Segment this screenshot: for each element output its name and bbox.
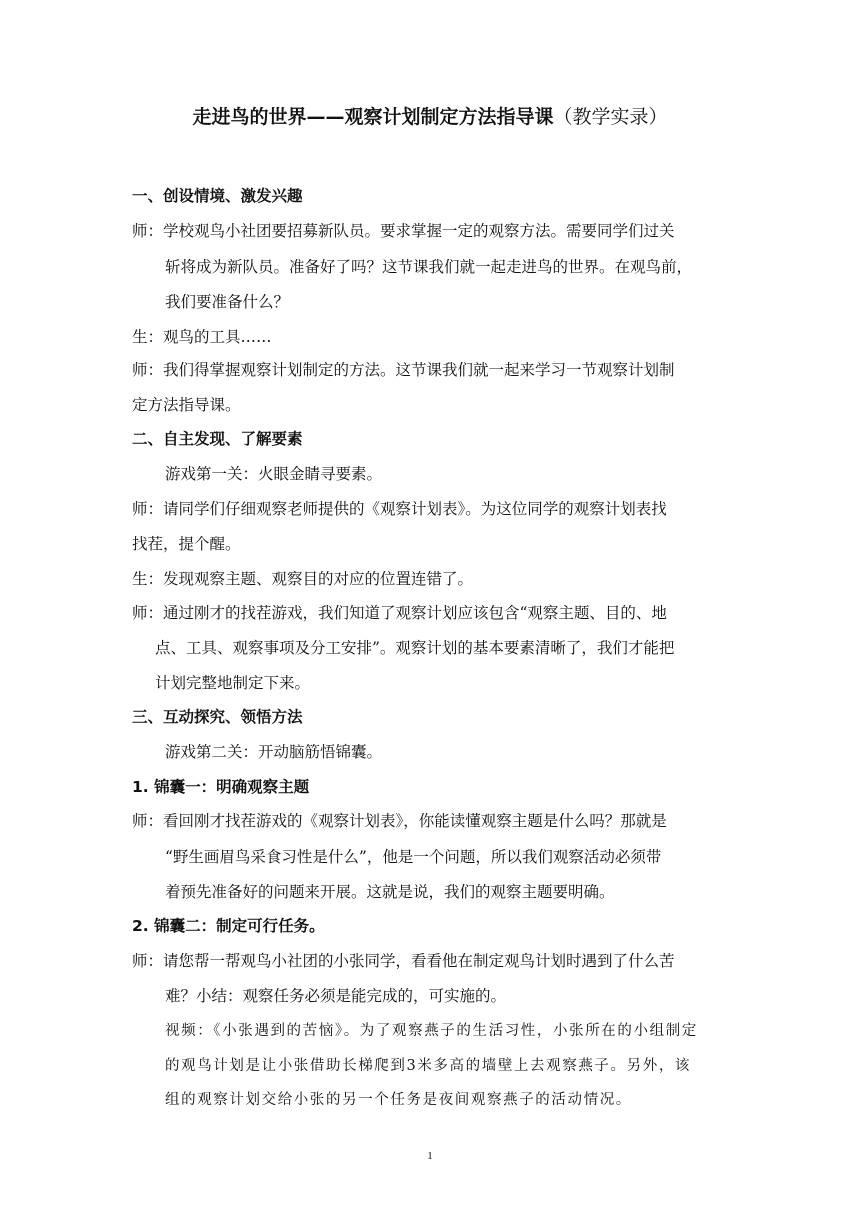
paragraph-line: 师：我们得掌握观察计划制定的方法。这节课我们就一起来学习一节观察计划制: [132, 361, 675, 379]
title-subtitle: （教学实录）: [553, 106, 668, 128]
subsection-heading-2: 2. 锦囊二：制定可行任务。: [132, 917, 325, 935]
paragraph-line: 游戏第二关：开动脑筋悟锦囊。: [165, 743, 383, 761]
paragraph-line: 师：通过刚才的找茬游戏，我们知道了观察计划应该包含“观察主题、目的、地: [132, 604, 667, 622]
paragraph-line: 生：观鸟的工具……: [132, 328, 272, 346]
section-heading-3: 三、互动探究、领悟方法: [132, 708, 303, 726]
paragraph-line: 师：看回刚才找茬游戏的《观察计划表》，你能读懂观察主题是什么吗？那就是: [132, 812, 667, 830]
section-heading-1: 一、创设情境、激发兴趣: [132, 187, 303, 205]
paragraph-line: 斩将成为新队员。准备好了吗？这节课我们就一起走进鸟的世界。在观鸟前，: [165, 258, 693, 276]
title-main: 走进鸟的世界——观察计划制定方法指导课: [192, 106, 554, 128]
paragraph-line: “野生画眉鸟采食习性是什么”，他是一个问题，所以我们观察活动必须带: [165, 848, 662, 866]
video-description-line: 的观鸟计划是让小张借助长梯爬到3米多高的墙壁上去观察燕子。另外，该: [165, 1058, 692, 1074]
section-heading-2: 二、自主发现、了解要素: [132, 430, 303, 448]
page-number: 1: [427, 1150, 433, 1162]
paragraph-line: 找茬，提个醒。: [132, 535, 241, 553]
paragraph-line: 点、工具、观察事项及分工安排”。观察计划的基本要素清晰了，我们才能把: [155, 639, 675, 657]
video-description-line: 视频：《小张遇到的苦恼》。为了观察燕子的生活习性，小张所在的小组制定: [165, 1023, 698, 1039]
paragraph-line: 生：发现观察主题、观察目的对应的位置连错了。: [132, 570, 474, 588]
paragraph-line: 难？小结：观察任务必须是能完成的，可实施的。: [165, 987, 507, 1005]
paragraph-line: 计划完整地制定下来。: [155, 674, 311, 692]
paragraph-line: 游戏第一关：火眼金睛寻要素。: [165, 465, 383, 483]
paragraph-line: 师：请您帮一帮观鸟小社团的小张同学，看看他在制定观鸟计划时遇到了什么苦: [132, 952, 675, 970]
paragraph-line: 着预先准备好的问题来开展。这就是说，我们的观察主题要明确。: [165, 883, 615, 901]
subsection-heading-1: 1. 锦囊一：明确观察主题: [132, 778, 310, 796]
paragraph-line: 师：学校观鸟小社团要招募新队员。要求掌握一定的观察方法。需要同学们过关: [132, 222, 675, 240]
paragraph-line: 定方法指导课。: [132, 396, 241, 414]
video-description-line: 组的观察计划交给小张的另一个任务是夜间观察燕子的活动情况。: [165, 1092, 632, 1108]
paragraph-line: 师：请同学们仔细观察老师提供的《观察计划表》。为这位同学的观察计划表找: [132, 500, 667, 518]
document-title: [0, 104, 860, 130]
paragraph-line: 我们要准备什么？: [165, 293, 290, 311]
